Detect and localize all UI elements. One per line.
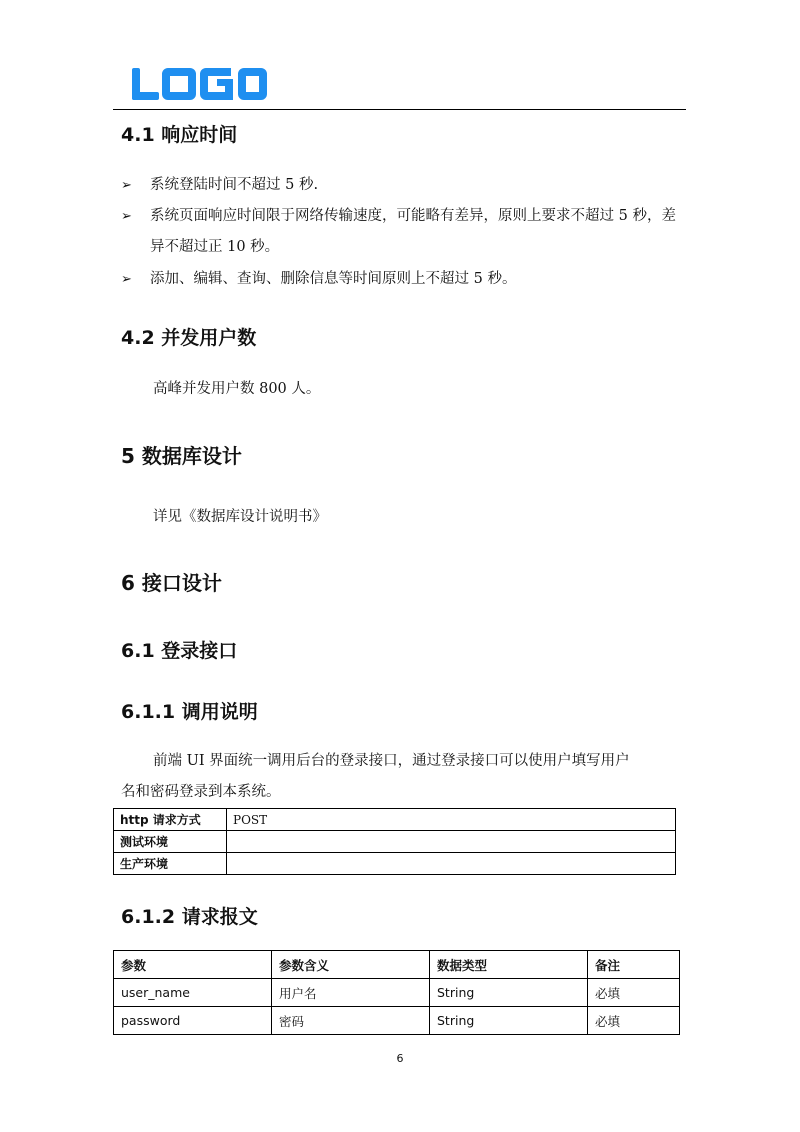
bullet-text: 系统登陆时间不超过 5 秒. [150, 177, 319, 193]
bullet-text: 系统页面响应时间限于网络传输速度，可能略有差异，原则上要求不超过 5 秒，差异不超过正 10 秒。 [150, 208, 676, 255]
bullet-item [121, 201, 686, 263]
paragraph-call-line2: 名和密码登录到本系统。 [121, 784, 281, 800]
arrow-bullet-icon: ➢ [121, 272, 132, 287]
column-header: 备注 [588, 951, 680, 979]
page-number: 6 [396, 1052, 404, 1065]
table-row [114, 979, 680, 1007]
heading-4-1: 4.1 响应时间 [121, 124, 238, 146]
table-cell: 密码 [272, 1007, 430, 1035]
table-value-cell [227, 853, 676, 875]
table-cell: 必填 [588, 1007, 680, 1035]
call-info-table [113, 808, 676, 875]
table-header-row [114, 951, 680, 979]
paragraph-database: 详见《数据库设计说明书》 [153, 509, 327, 525]
column-header: 参数含义 [272, 951, 430, 979]
heading-5: 5 数据库设计 [121, 444, 242, 468]
heading-6-1-1: 6.1.1 调用说明 [121, 701, 258, 723]
heading-6: 6 接口设计 [121, 571, 222, 595]
column-header: 数据类型 [430, 951, 588, 979]
bullet-text: 添加、编辑、查询、删除信息等时间原则上不超过 5 秒。 [150, 271, 517, 287]
arrow-bullet-icon: ➢ [121, 209, 132, 224]
table-cell: String [430, 979, 588, 1007]
table-cell: String [430, 1007, 588, 1035]
table-cell: 用户名 [272, 979, 430, 1007]
table-key-cell: 生产环境 [114, 853, 227, 875]
bullet-item [121, 264, 686, 295]
table-row [114, 809, 676, 831]
bullet-item [121, 170, 686, 201]
table-cell: 必填 [588, 979, 680, 1007]
arrow-bullet-icon: ➢ [121, 178, 132, 193]
paragraph-concurrency: 高峰并发用户数 800 人。 [153, 381, 321, 397]
table-key-cell: http 请求方式 [114, 809, 227, 831]
table-key-cell: 测试环境 [114, 831, 227, 853]
logo [130, 66, 270, 104]
heading-6-1-2: 6.1.2 请求报文 [121, 906, 258, 928]
table-row [114, 853, 676, 875]
column-header: 参数 [114, 951, 272, 979]
table-value-cell: POST [227, 809, 676, 831]
heading-6-1: 6.1 登录接口 [121, 640, 238, 662]
table-row [114, 1007, 680, 1035]
table-cell: password [114, 1007, 272, 1035]
request-params-table [113, 950, 680, 1035]
table-row [114, 831, 676, 853]
header-rule [113, 109, 686, 110]
paragraph-call-line1: 前端 UI 界面统一调用后台的登录接口，通过登录接口可以使用户填写用户 [153, 753, 630, 769]
heading-4-2: 4.2 并发用户数 [121, 327, 257, 349]
table-cell: user_name [114, 979, 272, 1007]
table-value-cell [227, 831, 676, 853]
